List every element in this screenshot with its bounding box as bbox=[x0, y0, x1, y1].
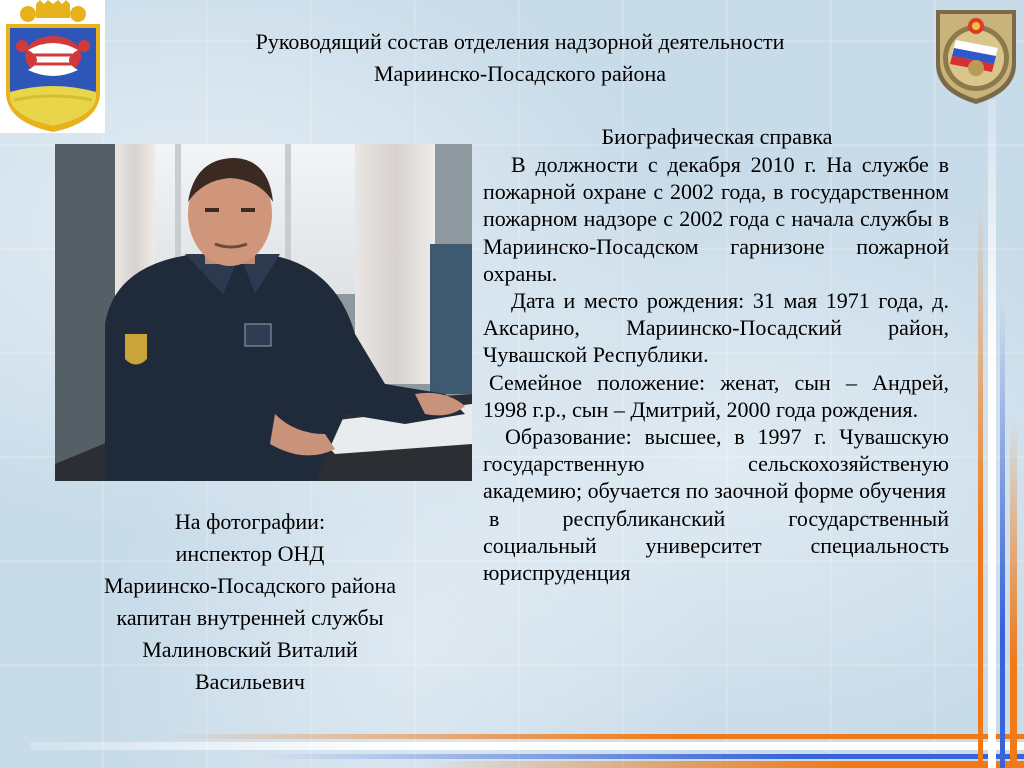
slide-title-line-1: Руководящий состав отделения надзорной деятельности bbox=[255, 29, 785, 54]
bio-paragraph-family: Семейное положение: женат, сын – Андрей, 1998 г.р., сын – Дмитрий, 2000 года рождения. bbox=[483, 369, 949, 422]
caption-line: Малиновский Виталий bbox=[142, 637, 358, 662]
bio-paragraph-education: Образование: высшее, в 1997 г. Чувашскую государственную сельскохозяйственую академию; обучается по заочной форме обучения bbox=[483, 424, 949, 504]
decor-stripe-right-blue bbox=[1000, 300, 1005, 768]
bio-paragraph-service: В должности с декабря 2010 г. На службе в пожарной охране с 2002 года, в государственном пожарном надзоре с 2002 года с начала службы в Мариинско-Посадском гарнизоне пожарной охраны. bbox=[483, 152, 949, 286]
officer-photo bbox=[55, 144, 472, 481]
bio-heading: Биографическая справка bbox=[601, 124, 833, 149]
decor-stripe-right-orange-2 bbox=[1010, 420, 1017, 768]
fire-supervision-emblem-icon bbox=[934, 6, 1018, 106]
caption-line: На фотографии: bbox=[174, 509, 326, 534]
slide-title bbox=[150, 26, 890, 90]
decor-stripe-right-white bbox=[988, 100, 996, 768]
bio-paragraph-university: в республиканский государственный социальный университет специальность юриспруденция bbox=[483, 505, 949, 586]
coat-of-arms-icon bbox=[0, 0, 105, 133]
photo-caption bbox=[40, 506, 460, 698]
caption-line: инспектор ОНД bbox=[175, 541, 325, 566]
caption-line: Васильевич bbox=[195, 669, 305, 694]
decor-stripe-bottom-orange bbox=[160, 734, 1024, 739]
bio-paragraph-birth: Дата и место рождения: 31 мая 1971 года, д. Аксарино, Мариинско-Посадский район, Чувашской Республики. bbox=[483, 288, 949, 368]
decor-stripe-bottom-white bbox=[30, 742, 1024, 750]
caption-line: Мариинско-Посадского района bbox=[103, 573, 397, 598]
slide-title-line-2: Мариинско-Посадского района bbox=[373, 61, 667, 86]
bio-text bbox=[483, 151, 949, 586]
decor-stripe-bottom-blue bbox=[260, 754, 1024, 759]
caption-line: капитан внутренней службы bbox=[116, 605, 384, 630]
decor-stripe-right-orange bbox=[978, 200, 983, 768]
decor-stripe-bottom-orange-2 bbox=[420, 761, 1024, 768]
